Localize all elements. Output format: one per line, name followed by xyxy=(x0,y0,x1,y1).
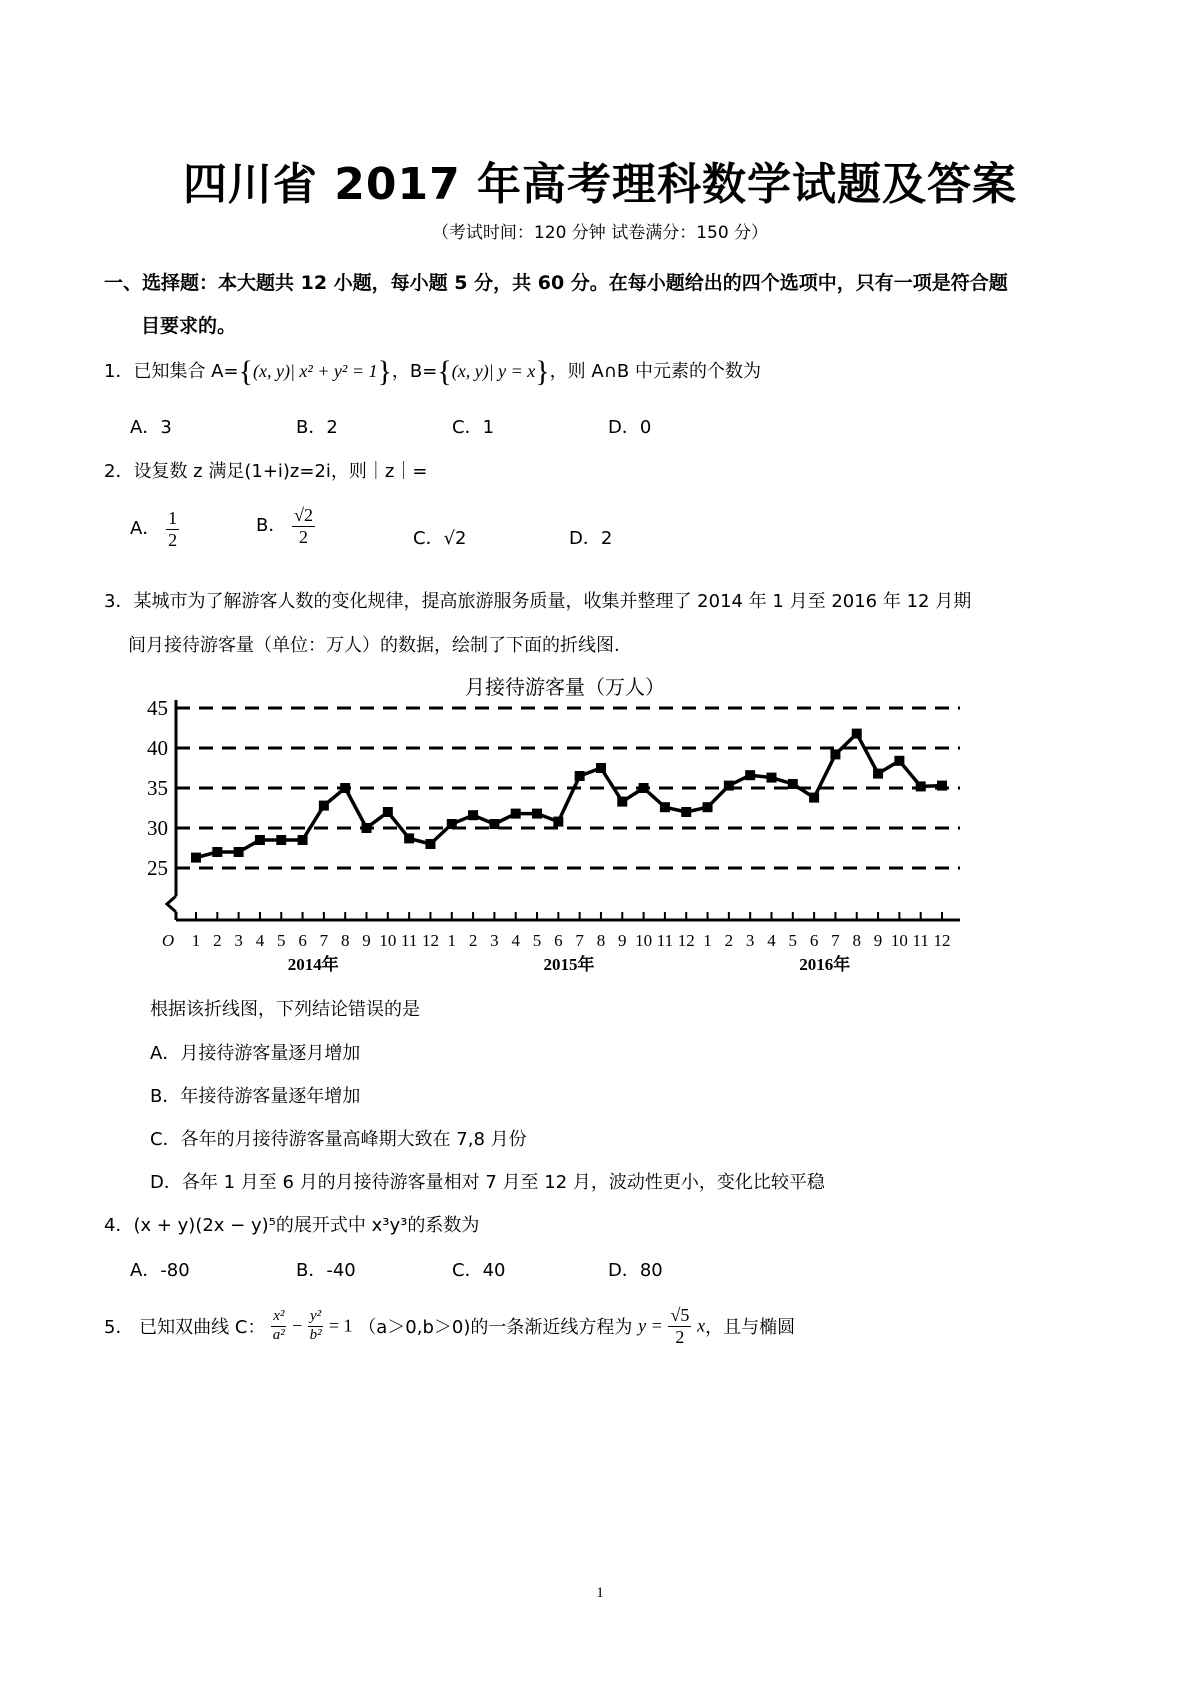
fraction xyxy=(292,505,315,547)
fraction-numerator: √5 xyxy=(670,1305,690,1325)
q5-eq-rhs: = 1 xyxy=(328,1315,353,1336)
data-point xyxy=(362,823,372,833)
data-point xyxy=(447,819,457,829)
fraction xyxy=(166,508,179,550)
q2-option-a-label: A． xyxy=(130,518,161,540)
q2-option-b xyxy=(256,505,315,547)
data-point xyxy=(852,729,862,739)
data-point xyxy=(894,756,904,766)
x-tick-label: 12 xyxy=(933,931,951,950)
q1-option-d: D．0 xyxy=(608,417,652,438)
data-point xyxy=(191,853,201,863)
data-point xyxy=(276,835,286,845)
x-tick-label: 5 xyxy=(277,931,286,950)
origin-label: O xyxy=(161,931,175,950)
data-point xyxy=(234,847,244,857)
data-point xyxy=(575,771,585,781)
data-point xyxy=(340,783,350,793)
data-point xyxy=(916,781,926,791)
data-point xyxy=(383,807,393,817)
section-heading: 一、选择题：本大题共 12 小题，每小题 5 分，共 60 分。在每小题给出的四个选项中，只有一项是符合题 xyxy=(104,272,1008,294)
fraction-denominator: 2 xyxy=(299,526,309,547)
q1-suffix: ，则 A∩B 中元素的个数为 xyxy=(549,361,761,382)
x-tick-label: 1 xyxy=(447,931,457,950)
y-tick-label: 35 xyxy=(147,776,168,800)
q1-prefix: 1．已知集合 A= xyxy=(104,361,239,382)
page-title: 四川省 2017 年高考理科数学试题及答案 xyxy=(182,159,1018,210)
question-3-stem-cont: 间月接待游客量（单位：万人）的数据，绘制了下面的折线图. xyxy=(128,635,620,656)
q4-option-a: A．-80 xyxy=(130,1260,190,1281)
x-tick-label: 10 xyxy=(379,931,397,950)
year-label: 2015年 xyxy=(543,955,595,974)
x-tick-label: 8 xyxy=(596,931,606,950)
data-point xyxy=(724,781,734,791)
data-point xyxy=(298,835,308,845)
data-point xyxy=(511,809,521,819)
section-heading-cont: 目要求的。 xyxy=(141,315,237,337)
x-axis xyxy=(162,912,960,974)
x-tick-label: 6 xyxy=(554,931,563,950)
line-chart xyxy=(120,668,980,988)
data-point xyxy=(937,781,947,791)
x-tick-label: 2 xyxy=(213,931,222,950)
data-point xyxy=(617,797,627,807)
x-tick-label: 10 xyxy=(635,931,653,950)
x-tick-label: 6 xyxy=(809,931,819,950)
y-tick-label: 30 xyxy=(147,816,168,840)
fraction-denominator: 2 xyxy=(168,529,178,550)
q3-question: 根据该折线图，下列结论错误的是 xyxy=(150,999,420,1020)
brace-open: { xyxy=(238,355,253,388)
q1-set-a: (x, y)| x² + y² = 1 xyxy=(252,361,378,381)
x-tick-label: 3 xyxy=(490,931,499,950)
x-tick-label: 6 xyxy=(298,931,307,950)
q1-mid: ，B= xyxy=(391,361,438,382)
q5-asym-lhs: y = xyxy=(638,1315,663,1336)
q3-option-a: A．月接待游客量逐月增加 xyxy=(150,1043,361,1064)
x-tick-label: 5 xyxy=(532,931,542,950)
data-point xyxy=(212,847,222,857)
data-point xyxy=(468,810,478,820)
series-line xyxy=(196,734,942,858)
question-1-stem xyxy=(104,355,761,389)
question-3-stem: 3．某城市为了解游客人数的变化规律，提高旅游服务质量，收集并整理了 2014 年 1 月至 2016 年 12 月期 xyxy=(104,591,972,612)
data-point xyxy=(639,783,649,793)
x-tick-label: 4 xyxy=(255,931,265,950)
data-point xyxy=(830,749,840,759)
data-point xyxy=(745,770,755,780)
q2-option-c: C．√2 xyxy=(413,528,467,549)
data-point xyxy=(766,773,776,783)
x-tick-label: 7 xyxy=(831,931,840,950)
x-tick-label: 4 xyxy=(511,931,520,950)
chart-grid xyxy=(176,708,960,868)
exam-info: （考试时间：120 分钟 试卷满分：150 分） xyxy=(431,223,769,243)
x-tick-label: 1 xyxy=(191,931,201,950)
fraction xyxy=(668,1305,691,1347)
fraction-denominator: a² xyxy=(272,1326,285,1343)
fraction-numerator: y² xyxy=(308,1308,323,1326)
x-tick-label: 9 xyxy=(362,931,371,950)
q1-option-b: B．2 xyxy=(296,417,338,438)
brace-open: { xyxy=(437,355,452,388)
q4-option-b: B．-40 xyxy=(296,1260,356,1281)
axis-break-mark xyxy=(167,896,176,912)
x-tick-label: 8 xyxy=(852,931,861,950)
q2-option-a xyxy=(130,508,179,550)
x-tick-label: 11 xyxy=(656,931,674,950)
data-point xyxy=(425,839,435,849)
fraction-numerator: √2 xyxy=(294,505,313,525)
x-tick-label: 9 xyxy=(618,931,627,950)
fraction-denominator: b² xyxy=(309,1326,322,1343)
q3-option-b: B．年接待游客量逐年增加 xyxy=(150,1086,361,1107)
data-point xyxy=(596,763,606,773)
question-2-stem: 2．设复数 z 满足(1+i)z=2i，则｜z｜= xyxy=(104,461,428,482)
y-tick-label: 25 xyxy=(147,856,168,880)
x-tick-label: 12 xyxy=(421,931,439,950)
x-tick-label: 7 xyxy=(319,931,329,950)
q2-option-b-label: B． xyxy=(256,515,287,537)
data-point xyxy=(255,835,265,845)
q5-asym-x: x xyxy=(697,1315,706,1336)
x-tick-label: 1 xyxy=(703,931,712,950)
q4-option-d: D．80 xyxy=(608,1260,663,1281)
data-point xyxy=(873,769,883,779)
x-tick-label: 2 xyxy=(468,931,478,950)
question-4-stem: 4．(x + y)(2x − y)⁵的展开式中 x³y³的系数为 xyxy=(104,1215,480,1236)
y-tick-label: 45 xyxy=(147,696,168,720)
data-point xyxy=(660,802,670,812)
q5-prefix: 5． 已知双曲线 C： xyxy=(104,1317,266,1339)
x-tick-label: 3 xyxy=(234,931,243,950)
x-tick-label: 2 xyxy=(724,931,734,950)
year-label: 2016年 xyxy=(799,955,851,974)
q1-option-c: C．1 xyxy=(452,417,495,438)
x-tick-label: 7 xyxy=(575,931,584,950)
data-point xyxy=(489,819,499,829)
data-point xyxy=(788,779,798,789)
q4-option-c: C．40 xyxy=(452,1260,506,1281)
year-label: 2014年 xyxy=(287,955,339,974)
q3-option-d: D．各年 1 月至 6 月的月接待游客量相对 7 月至 12 月，波动性更小，变化比较平稳 xyxy=(150,1172,825,1193)
fraction-numerator: 1 xyxy=(168,508,178,528)
fraction-denominator: 2 xyxy=(675,1326,685,1347)
x-tick-label: 11 xyxy=(400,931,418,950)
x-tick-label: 8 xyxy=(340,931,350,950)
y-tick-label: 40 xyxy=(147,736,168,760)
question-5-stem xyxy=(104,1305,795,1347)
brace-close: } xyxy=(377,355,392,388)
data-point xyxy=(703,802,713,812)
y-axis xyxy=(147,696,176,920)
brace-close: } xyxy=(535,355,550,388)
fraction xyxy=(271,1308,286,1344)
q3-option-c: C．各年的月接待游客量高峰期大致在 7,8 月份 xyxy=(150,1129,527,1150)
x-tick-label: 9 xyxy=(873,931,883,950)
data-point xyxy=(319,801,329,811)
data-point xyxy=(404,833,414,843)
q1-option-a: A．3 xyxy=(130,417,172,438)
x-tick-label: 4 xyxy=(767,931,776,950)
data-point xyxy=(681,807,691,817)
data-point xyxy=(809,793,819,803)
minus-sign: − xyxy=(292,1315,303,1336)
fraction-numerator: x² xyxy=(271,1308,286,1326)
x-tick-label: 11 xyxy=(912,931,929,950)
q2-option-d: D．2 xyxy=(569,528,613,549)
x-tick-label: 10 xyxy=(890,931,908,950)
x-tick-label: 3 xyxy=(745,931,755,950)
q5-suffix: ，且与椭圆 xyxy=(705,1317,796,1339)
q1-set-b: (x, y)| y = x xyxy=(451,361,536,381)
chart-title: 月接待游客量（万人） xyxy=(465,677,665,699)
data-point xyxy=(532,809,542,819)
page-number: 1 xyxy=(596,1585,604,1601)
fraction xyxy=(308,1308,323,1344)
x-tick-label: 5 xyxy=(788,931,798,950)
data-point xyxy=(553,817,563,827)
x-tick-label: 12 xyxy=(677,931,695,950)
q5-condition: （a＞0,b＞0)的一条渐近线方程为 xyxy=(358,1317,633,1339)
